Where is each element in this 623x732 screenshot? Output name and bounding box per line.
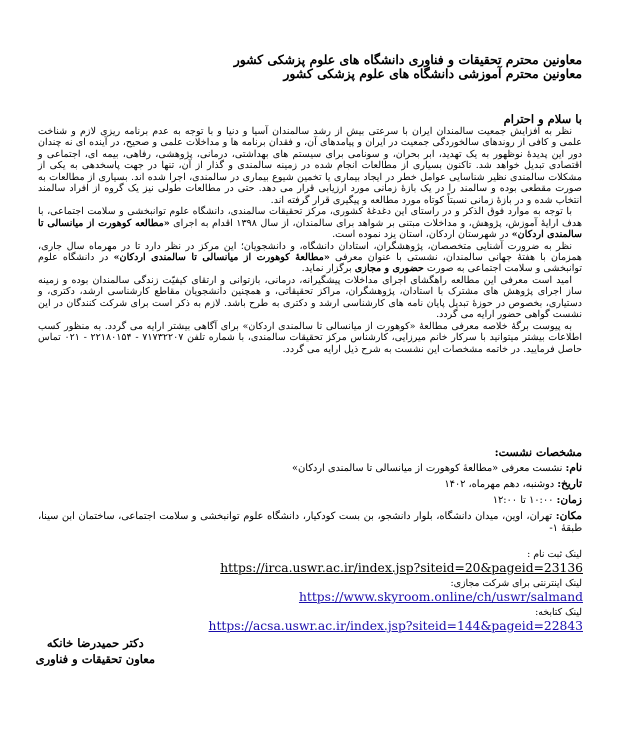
paragraph-1: نظر به افزایش جمعیت سالمندان ایران با سرعتی بیش از رشد سالمندان آسیا و دنیا و با توجه به عدم برنامه ریزی لازم و شناخت علمی و کافی از روندهای سالخوردگی جمعیت در ایران و پیامدهای آن، و فقدان برنامه ها و مداخلات علمی و صحیح، در آینده ای نه چندان دور این پدیدهٔ نوظهور به یک تهدید، ابر بحران، و سونامی برای سیستم های بهداشتی، درمانی، پژوهشی، رفاهی، بیمه ای، اجتماعی و اقتصادی تبدیل خواهد شد. تاکنون بسیاری از مطالعات انجام شده در زمینه سالمندی و گذار از آن، تنها در جهت پاسخدهی به یکی از مشکلات سالمندی نظیر شناسایی عوامل خطر در ایجاد بیماری یا تخمین شیوع بیماری در سالمندی، اجرا شده اند. بسیاری از مطالعات به صورت مقطعی بوده و سالمند را در یک بازهٔ زمانی مورد ارزیابی قرار می دهد. حتی در مطالعات طولی نیز یک گروه از افراد سالمند انتخاب شده و در بازهٔ زمانی نسبتاً کوتاه مورد مطالعه و پیگیری قرار گرفته اند. — [38, 126, 582, 206]
detail-place-value: تهران، اوین، میدان دانشگاه، بلوار دانشجو، بن بست کودکیار، دانشگاه علوم توانبخشی و سلامت اجتماعی، ساختمان ابن سینا، طبقهٔ ۱- — [38, 511, 582, 534]
session-details — [38, 462, 582, 535]
paragraph-4: امید است معرفی این مطالعه راهگشای اجرای مداخلات پیشگیرانه، درمانی، بازتوانی و ارتقای کیفیّت زندگی سالمندان بوده و زمینه ساز اجرای پژوهش های مشترک با استادان، پژوهشگران، مراکز تحقیقاتی، و همچنین دانشجویان مقاطع کارشناسی ارشد، دکتری، و دستیاری، بخصوص در حوزهٔ تبدیل پایان نامه های کارشناسی ارشد و دکتری به طرح باشد. لازم به ذکر است برای شرکت کنندگان در این نشست گواهی حضور ارایه می گردد. — [38, 274, 582, 321]
signature-name: دکتر حمیدرضا خانکه — [46, 636, 144, 650]
detail-time-label: زمان: — [556, 494, 582, 506]
detail-date-value: دوشنبه، دهم مهرماه، ۱۴۰۲ — [444, 479, 555, 490]
study-title-2: «مطالعهٔ کوهورت از میانسالی تا سالمندی اردکان» — [113, 251, 330, 263]
paragraph-3-text-a: نظر به ضرورت آشنایی متخصصان، پژوهشگران، استادان دانشگاه، و دانشجویان؛ این مرکز در نظر دارد تا در مهرماه سال جاری، همزمان با هفتهٔ جهانی سالمندان، نشستی با عنوان معرفی — [38, 240, 582, 263]
paragraph-5: به پیوست برگهٔ خلاصه معرفی مطالعهٔ «کوهورت از میانسالی تا سالمندی اردکان» برای آگاهی بیشتر ارایه می گردد. به منظور کسب اطلاعات بیشتر میتوانید با سرکار خانم میرزایی، کارشناس مرکز تحقیقات سالمندی، با شماره تلفن ۷۱۷۳۲۲۰۷ - ۲۲۱۸۰۱۵۴ - ۰۲۱ تماس حاصل فرمایید. در خاتمه مشخصات این نشست به شرح ذیل ارایه می گردد. — [38, 320, 583, 355]
header-line-1: معاونین محترم تحقیقات و فناوری دانشگاه های علوم پزشکی کشور — [233, 52, 582, 67]
session-mode: حضوری و مجازی — [354, 263, 424, 275]
detail-name — [38, 462, 582, 475]
register-link[interactable]: https://irca.uswr.ac.ir/index.jsp?siteid=20&pageid=23136 — [220, 561, 583, 575]
online-session-link[interactable]: https://www.skyroom.online/ch/uswr/salmand — [298, 590, 583, 604]
salutation: با سلام و احترام — [503, 112, 582, 126]
detail-name-value: نشست معرفی «مطالعهٔ کوهورت از میانسالی تا سالمندی اردکان» — [292, 463, 563, 474]
study-title-1: «مطالعه کوهورت از میانسالی تا سالمندی اردکان» — [38, 217, 582, 241]
detail-date — [38, 478, 582, 491]
paragraph-3 — [38, 241, 582, 275]
header-line-2: معاونین محترم آموزشی دانشگاه های علوم پزشکی کشور — [283, 66, 582, 81]
letter-body — [38, 126, 582, 355]
register-link-label: لینک ثبت نام : — [527, 549, 582, 560]
detail-time — [38, 494, 582, 507]
detail-time-value: ۱۰:۰۰ تا ۱۲:۰۰ — [492, 495, 554, 506]
paragraph-2 — [38, 206, 582, 240]
paragraph-2-text-b: در شهرستان اردکان، استان یزد نموده است. — [332, 229, 509, 241]
detail-date-label: تاریخ: — [557, 478, 582, 490]
library-link-label: لینک کتابخه: — [535, 607, 582, 618]
library-link[interactable]: https://acsa.uswr.ac.ir/index.jsp?siteid=144&pageid=22843 — [208, 619, 583, 633]
detail-name-label: نام: — [565, 462, 582, 474]
paragraph-2-text-a: با توجه به موارد فوق الذکر و در راستای این دغدغهٔ کشوری، مرکز تحقیقات سالمندی، دانشگاه علوم توانبخشی و سلامت اجتماعی، با هدف ارایهٔ آموزش، پژوهش، و مداخلات مبتنی بر شواهد برای سالمندان، از سال ۱۳۹۸ اقدام به اجرای — [38, 206, 582, 229]
signature-title: معاون تحقیقات و فناوری — [35, 652, 155, 666]
online-link-label: لینک اینترنتی برای شرکت مجازی: — [450, 578, 582, 589]
detail-place-label: مکان: — [555, 510, 582, 522]
paragraph-3-text-c: برگزار نماید. — [301, 263, 352, 275]
paragraph-3-text-b: در دانشگاه علوم توانبخشی و سلامت اجتماعی به صورت — [38, 251, 582, 275]
letter-header — [38, 53, 582, 81]
detail-place — [38, 510, 582, 535]
details-title: مشخصات نشست: — [494, 446, 582, 459]
signature-block — [36, 635, 155, 667]
